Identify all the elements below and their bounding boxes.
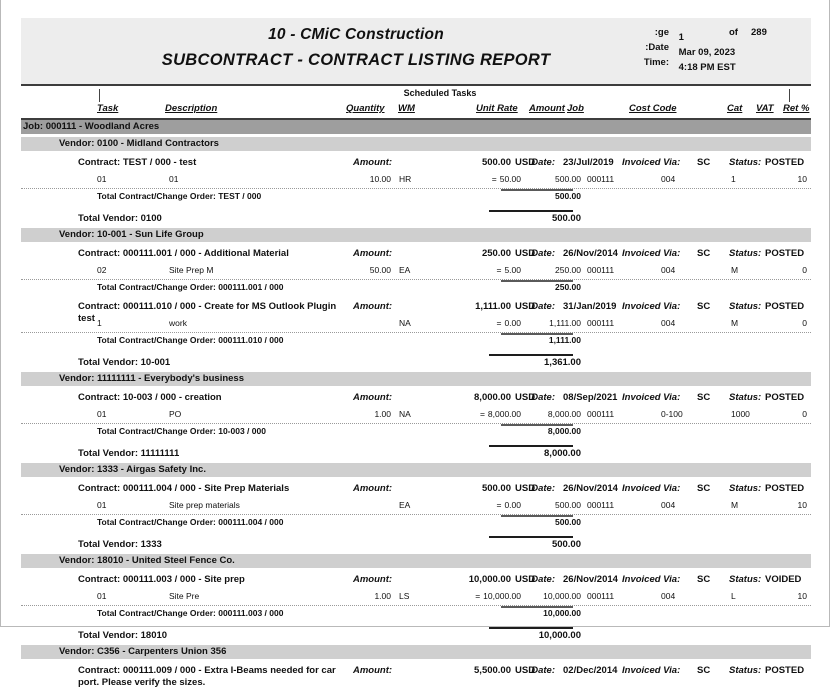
scheduled-tasks-bracket-right [789,89,790,102]
detail-amount: 500.00 [555,174,581,184]
contract-status-label: Status: [729,157,762,168]
contract-status-label: Status: [729,574,762,585]
detail-amount: 10,000.00 [543,591,581,601]
vendor-total-amount: 500.00 [551,539,581,550]
contract-amount-label: Amount: [353,574,393,585]
contract-amount-label: Amount: [353,301,393,312]
contract-date-value: 23/Jul/2019 [563,157,614,168]
report-title: SUBCONTRACT - CONTRACT LISTING REPORT [161,51,551,69]
contract-currency: USD [515,392,536,403]
contract-date-label: Date: [531,248,555,259]
detail-wm: LS [399,591,410,601]
contract-status-label: Status: [729,665,762,676]
contract-subtotal-label: Total Contract/Change Order: 000111.003 / 000 [97,608,284,618]
contract-subtotal-label: Total Contract/Change Order: 000111.010 / 000 [97,335,284,345]
detail-job: 000111 [587,591,615,601]
date-label: Date: [645,42,669,53]
detail-cost-code: 004 [661,500,676,510]
detail-unit-rate: = 0.00 [496,500,521,510]
vendor-total-row [21,352,811,372]
status-badge: POSTED [765,483,805,494]
detail-amount: 250.00 [555,265,581,275]
detail-task: 1 [97,318,102,328]
contract-amount-value: 5,500.00 [474,665,511,676]
vendor-total-amount: 1,361.00 [544,357,581,368]
contract-row [21,391,811,408]
report-meta [639,25,781,73]
detail-amount: 8,000.00 [547,409,581,419]
vendor-band-label: Vendor: 11111111 - Everybody's business [59,373,244,384]
company-name: 10 - CMiC Construction [268,26,444,43]
contract-amount-value: 1,111.00 [475,301,511,312]
vendor-band [21,645,811,659]
detail-amount: 500.00 [555,500,581,510]
job-band-label: Job: 000111 - Woodland Acres [23,121,160,132]
report-body [21,120,811,692]
detail-description: 01 [169,174,179,184]
detail-description: Site prep materials [169,500,240,510]
detail-ret: 0 [802,265,807,275]
contract-currency: USD [515,301,536,312]
equals-icon: = [479,409,485,419]
contract-name: Contract: TEST / 000 - test [78,157,197,168]
vendor-total-label: Total Vendor: 0100 [78,213,162,224]
detail-unit-rate: = 50.00 [491,174,521,184]
contract-via-value: SC [697,392,711,403]
vendor-total-label: Total Vendor: 11111111 [78,448,180,459]
detail-quantity: 1.00 [374,591,391,601]
column-header [21,88,811,120]
contract-subtotal-label: Total Contract/Change Order: 000111.004 / 000 [97,517,284,527]
contract-via-label: Invoiced Via: [622,301,681,312]
column-header-amount: Amount [529,103,565,114]
contract-currency: USD [515,483,536,494]
vendor-band [21,554,811,568]
detail-cat: M [731,500,739,510]
contract-row [21,482,811,499]
contract-date-value: 02/Dec/2014 [563,665,618,676]
contract-name: Contract: 000111.003 / 000 - Site prep [78,574,245,585]
contract-row [21,664,811,692]
status-badge: POSTED [765,665,805,676]
page-total-value: 289 [751,27,767,38]
detail-job: 000111 [587,174,615,184]
job-band [21,120,811,134]
vendor-total-label: Total Vendor: 1333 [78,539,162,550]
detail-task: 01 [97,409,107,419]
contract-date-label: Date: [531,301,555,312]
contract-date-value: 08/Sep/2021 [563,392,618,403]
column-header-cat: Cat [727,103,743,114]
contract-subtotal-row [21,333,811,348]
time-meta-row [639,55,781,73]
table-row [21,408,811,424]
contract-name: Contract: 000111.010 / 000 - Create for MS Outlook Plugin test [78,301,337,324]
contract-date-label: Date: [531,392,555,403]
equals-icon: = [475,591,481,601]
contract-date-label: Date: [531,574,555,585]
time-value: 4:18 PM EST [678,62,736,73]
contract-amount-value: 8,000.00 [474,392,511,403]
contract-subtotal-amount: 10,000.00 [543,608,581,618]
detail-description: Site Pre [169,591,200,601]
detail-quantity: 1.00 [374,409,391,419]
contract-date-value: 26/Nov/2014 [563,483,618,494]
contract-status-label: Status: [729,248,762,259]
contract-amount-label: Amount: [353,248,393,259]
contract-date-label: Date: [531,483,555,494]
detail-description: Site Prep M [169,265,214,275]
detail-cat: L [731,591,736,601]
vendor-total-row [21,443,811,463]
detail-job: 000111 [587,500,615,510]
contract-name: Contract: 000111.001 / 000 - Additional Material [78,248,289,259]
contract-via-label: Invoiced Via: [622,574,681,585]
contract-currency: USD [515,248,536,259]
contract-currency: USD [515,157,536,168]
vendor-band-label: Vendor: 10-001 - Sun Life Group [59,229,204,240]
contract-subtotal-row [21,424,811,439]
detail-cost-code: 004 [661,591,676,601]
page-label: ge: [654,27,669,38]
contract-amount-value: 250.00 [481,248,511,259]
detail-wm: EA [399,500,411,510]
detail-unit-rate: = 10,000.00 [475,591,521,601]
column-header-quantity: Quantity [346,103,385,114]
detail-description: PO [169,409,182,419]
contract-name: Contract: 10-003 / 000 - creation [78,392,222,403]
detail-cost-code: 004 [661,318,676,328]
contract-row [21,156,811,173]
detail-wm: HR [399,174,412,184]
contract-amount-label: Amount: [353,157,393,168]
detail-amount: 1,111.00 [549,318,581,328]
contract-date-value: 26/Nov/2014 [563,248,618,259]
contract-amount-value: 10,000.00 [468,574,511,585]
detail-cost-code: 0-100 [661,409,683,419]
status-badge: POSTED [765,301,805,312]
table-row [21,499,811,515]
detail-wm: NA [399,318,411,328]
status-badge: POSTED [765,157,805,168]
detail-ret: 10 [797,174,807,184]
detail-cost-code: 004 [661,174,676,184]
detail-task: 02 [97,265,107,275]
detail-cat: 1000 [731,409,750,419]
column-header-cost-code: Cost Code [629,103,677,114]
table-row [21,264,811,280]
vendor-total-rule [489,445,573,447]
detail-job: 000111 [587,265,615,275]
contract-via-value: SC [697,248,711,259]
detail-task: 01 [97,174,107,184]
contract-subtotal-row [21,515,811,530]
column-header-wm: WM [398,103,415,114]
vendor-total-rule [489,354,573,356]
contract-date-label: Date: [531,157,555,168]
column-header-ret: Ret % [783,103,810,114]
column-header-task: Task [97,103,119,114]
equals-icon: = [491,174,497,184]
detail-task: 01 [97,591,107,601]
detail-task: 01 [97,500,107,510]
contract-name: Contract: 000111.004 / 000 - Site Prep Materials [78,483,290,494]
contract-subtotal-row [21,189,811,204]
contract-status-label: Status: [729,392,762,403]
contract-row [21,573,811,590]
detail-unit-rate: = 0.00 [496,318,521,328]
vendor-band-label: Vendor: C356 - Carpenters Union 356 [59,646,227,657]
contract-subtotal-amount: 500.00 [555,517,581,527]
detail-unit-rate: = 5.00 [496,265,521,275]
status-badge: POSTED [765,248,805,259]
page-value: 1 [678,32,684,43]
contract-amount-label: Amount: [353,665,393,676]
page-meta-row [639,25,781,43]
detail-ret: 0 [802,409,807,419]
contract-subtotal-row [21,606,811,621]
contract-via-label: Invoiced Via: [622,392,681,403]
contract-via-label: Invoiced Via: [622,157,681,168]
contract-subtotal-label: Total Contract/Change Order: 10-003 / 000 [97,426,266,436]
contract-subtotal-amount: 250.00 [555,282,581,292]
status-badge: VOIDED [765,574,802,585]
contract-via-value: SC [697,157,711,168]
vendor-band [21,137,811,151]
detail-ret: 0 [802,318,807,328]
vendor-total-row [21,625,811,645]
contract-date-value: 26/Nov/2014 [563,574,618,585]
column-header-vat: VAT [756,103,774,114]
detail-quantity: 10.00 [369,174,391,184]
detail-quantity: 50.00 [369,265,391,275]
contract-amount-label: Amount: [353,392,393,403]
date-value: Mar 09, 2023 [678,47,736,58]
contract-subtotal-label: Total Contract/Change Order: 000111.001 / 000 [97,282,284,292]
detail-cat: 1 [731,174,736,184]
vendor-band-label: Vendor: 0100 - Midland Contractors [59,138,219,149]
contract-via-value: SC [697,301,711,312]
contract-currency: USD [515,665,536,676]
table-row [21,173,811,189]
contract-via-label: Invoiced Via: [622,665,681,676]
detail-ret: 10 [797,500,807,510]
detail-ret: 10 [797,591,807,601]
detail-wm: NA [399,409,411,419]
detail-wm: EA [399,265,411,275]
vendor-total-rule [489,536,573,538]
vendor-total-label: Total Vendor: 10-001 [78,357,171,368]
report-title-block [21,26,691,70]
report-header [21,18,811,86]
equals-icon: = [496,265,502,275]
detail-cost-code: 004 [661,265,676,275]
contract-via-label: Invoiced Via: [622,483,681,494]
contract-currency: USD [515,574,536,585]
scheduled-tasks-group-label: Scheduled Tasks [403,88,477,98]
contract-subtotal-amount: 500.00 [555,191,581,201]
vendor-total-row [21,208,811,228]
contract-via-value: SC [697,574,711,585]
table-row [21,317,811,333]
contract-via-value: SC [697,483,711,494]
vendor-total-amount: 10,000.00 [538,630,581,641]
vendor-band-label: Vendor: 18010 - United Steel Fence Co. [59,555,235,566]
contract-date-value: 31/Jan/2019 [563,301,617,312]
vendor-total-label: Total Vendor: 18010 [78,630,168,641]
column-header-job: Job [567,103,584,114]
contract-subtotal-amount: 1,111.00 [548,335,581,345]
time-label: Time: [643,57,669,68]
vendor-band [21,228,811,242]
contract-amount-value: 500.00 [481,483,511,494]
detail-job: 000111 [587,318,615,328]
contract-date-label: Date: [531,665,555,676]
vendor-band [21,463,811,477]
column-header-unit-rate: Unit Rate [476,103,518,114]
date-meta-row [639,40,781,58]
vendor-band [21,372,811,386]
contract-status-label: Status: [729,483,762,494]
column-header-description: Description [165,103,218,114]
detail-cat: M [731,265,739,275]
contract-via-value: SC [697,665,711,676]
status-badge: POSTED [765,392,805,403]
vendor-total-rule [489,627,573,629]
equals-icon: = [496,500,502,510]
detail-job: 000111 [587,409,615,419]
equals-icon: = [496,318,502,328]
contract-subtotal-label: Total Contract/Change Order: TEST / 000 [97,191,262,201]
vendor-total-rule [489,210,573,212]
contract-row [21,247,811,264]
vendor-band-label: Vendor: 1333 - Airgas Safety Inc. [59,464,206,475]
vendor-total-amount: 500.00 [551,213,581,224]
contract-name: Contract: 000111.009 / 000 - Extra I-Beams needed for car port. Please verify the sizes. [78,665,336,688]
contract-subtotal-row [21,280,811,295]
vendor-total-amount: 8,000.00 [544,448,581,459]
contract-via-label: Invoiced Via: [622,248,681,259]
contract-subtotal-amount: 8,000.00 [547,426,581,436]
detail-unit-rate: = 8,000.00 [479,409,521,419]
detail-cat: M [731,318,739,328]
contract-amount-label: Amount: [353,483,393,494]
detail-description: work [169,318,187,328]
vendor-total-row [21,534,811,554]
page-of-label: of [729,27,738,38]
table-row [21,590,811,606]
contract-status-label: Status: [729,301,762,312]
contract-amount-value: 500.00 [481,157,511,168]
